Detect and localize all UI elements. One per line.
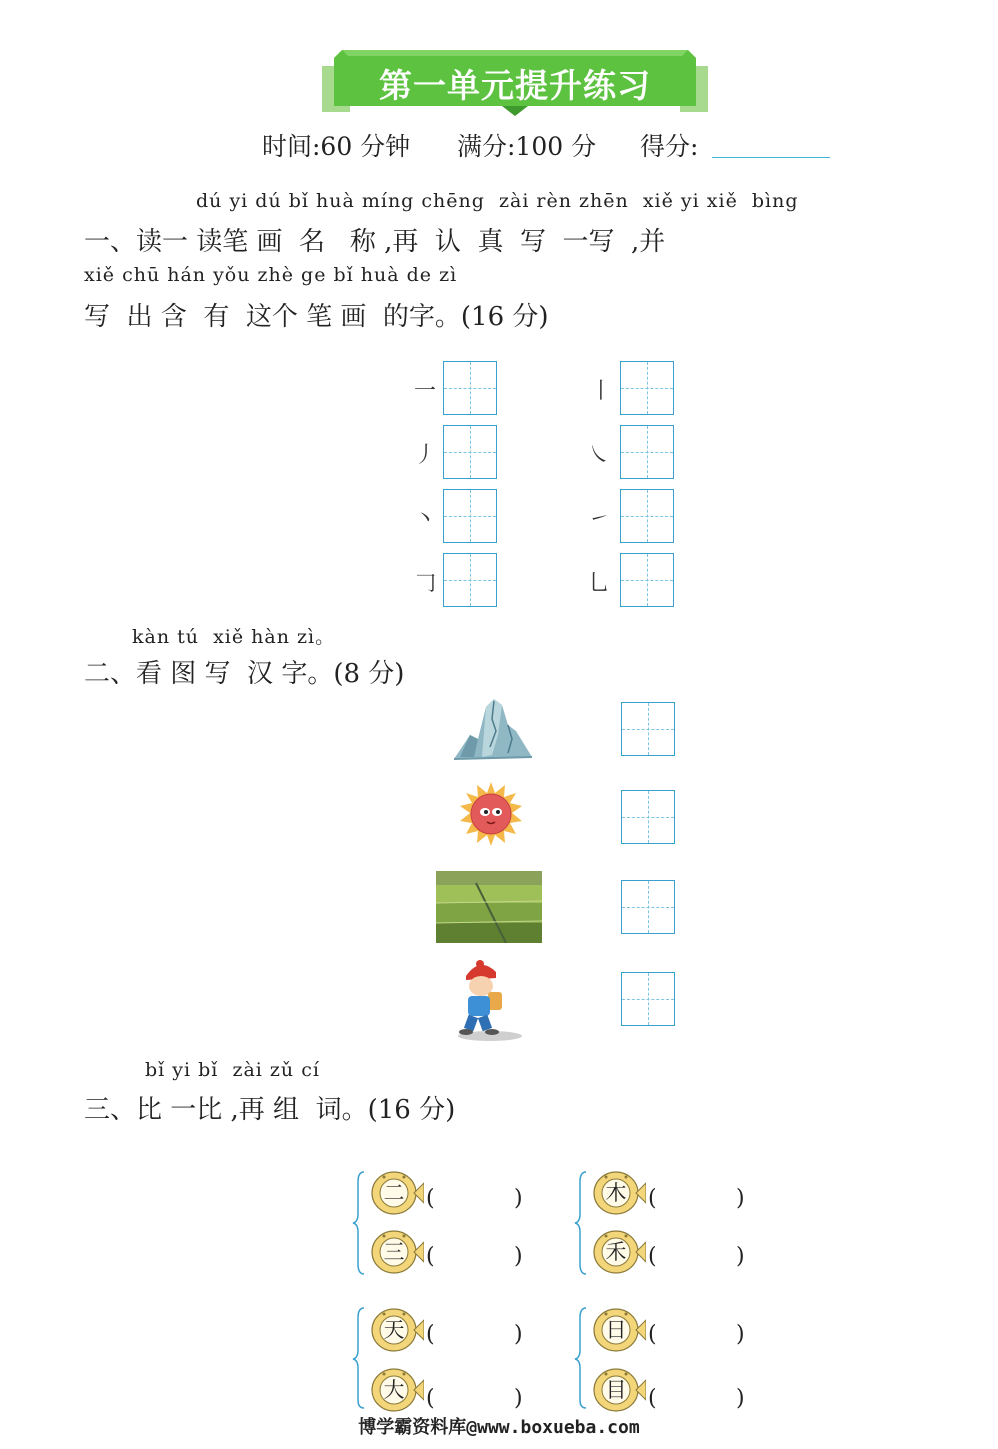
close-paren-2a: ) — [736, 1186, 745, 1211]
writing-box-right-1[interactable] — [620, 361, 674, 415]
close-paren-3a: ) — [514, 1322, 523, 1347]
open-paren-4b: ( — [648, 1386, 657, 1411]
stroke-left-1: 一 — [414, 379, 437, 404]
stroke-left-4: 𠃌 — [414, 571, 437, 596]
open-paren-2a: ( — [648, 1186, 657, 1211]
fish-char-2a — [586, 1167, 646, 1219]
open-paren-1a: ( — [426, 1186, 435, 1211]
close-paren-1a: ) — [514, 1186, 523, 1211]
open-paren-4a: ( — [648, 1322, 657, 1347]
writing-box-left-2[interactable] — [443, 425, 497, 479]
field-picture — [436, 871, 542, 943]
close-paren-1b: ) — [514, 1244, 523, 1269]
fish-char-3a-text: 天 — [383, 1318, 405, 1342]
writing-box-right-2[interactable] — [620, 425, 674, 479]
time-limit: 时间:60 分钟 — [262, 132, 411, 161]
writing-box-left-4[interactable] — [443, 553, 497, 607]
open-paren-1b: ( — [426, 1244, 435, 1269]
footer-watermark: 博学霸资料库@www.boxueba.com — [358, 1417, 640, 1438]
stroke-left-2: 丿 — [414, 443, 437, 468]
section1-heading-2: 写 出 含 有 这个 笔 画 的字。(16 分) — [84, 302, 549, 332]
stroke-right-1: 丨 — [590, 379, 613, 404]
close-paren-3b: ) — [514, 1386, 523, 1411]
fish-char-1a-text: 二 — [383, 1181, 405, 1205]
walking-child-picture — [452, 956, 526, 1042]
open-paren-3a: ( — [426, 1322, 435, 1347]
section2-pinyin: kàn tú xiě hàn zì。 — [132, 626, 336, 648]
picture-answer-box-4[interactable] — [621, 972, 675, 1026]
full-score: 满分:100 分 — [457, 132, 597, 161]
fish-char-2b — [586, 1226, 646, 1278]
fish-char-1a — [364, 1167, 424, 1219]
section1-heading-1: 一、读一 读笔 画 名 称 ,再 认 真 写 一写 ,并 — [84, 227, 666, 257]
close-paren-4a: ) — [736, 1322, 745, 1347]
fish-char-3b-text: 大 — [383, 1378, 405, 1402]
close-paren-4b: ) — [736, 1386, 745, 1411]
fish-char-4a-text: 日 — [605, 1318, 627, 1342]
open-paren-2b: ( — [648, 1244, 657, 1269]
fish-char-3b — [364, 1364, 424, 1416]
score-label: 得分: — [640, 132, 699, 161]
fish-char-1b — [364, 1226, 424, 1278]
picture-answer-box-1[interactable] — [621, 702, 675, 756]
picture-answer-box-2[interactable] — [621, 790, 675, 844]
fish-char-1b-text: 三 — [383, 1240, 405, 1264]
score-blank[interactable] — [712, 157, 830, 158]
stroke-left-3: 丶 — [414, 507, 437, 532]
fish-char-2b-text: 禾 — [605, 1240, 627, 1264]
fish-char-4a — [586, 1304, 646, 1356]
sun-picture — [458, 781, 524, 847]
writing-box-left-3[interactable] — [443, 489, 497, 543]
fish-char-3a — [364, 1304, 424, 1356]
mountain-picture — [452, 695, 534, 763]
writing-box-right-4[interactable] — [620, 553, 674, 607]
fish-char-4b-text: 目 — [605, 1378, 627, 1402]
section1-pinyin-1: dú yi dú bǐ huà míng chēng zài rèn zhēn xiě yi xiě bìng — [196, 190, 799, 212]
section3-pinyin: bǐ yi bǐ zài zǔ cí — [145, 1059, 320, 1081]
fish-char-4b — [586, 1364, 646, 1416]
section2-heading: 二、看 图 写 汉 字。(8 分) — [84, 659, 405, 689]
open-paren-3b: ( — [426, 1386, 435, 1411]
picture-answer-box-3[interactable] — [621, 880, 675, 934]
stroke-right-2: ㇏ — [588, 443, 611, 468]
writing-box-right-3[interactable] — [620, 489, 674, 543]
writing-box-left-1[interactable] — [443, 361, 497, 415]
section1-pinyin-2: xiě chū hán yǒu zhè ge bǐ huà de zì — [84, 264, 458, 286]
title-banner — [322, 44, 708, 116]
page-title: 第一单元提升练习 — [379, 66, 651, 105]
stroke-right-3: ㇀ — [588, 507, 611, 532]
section3-heading: 三、比 一比 ,再 组 词。(16 分) — [84, 1095, 456, 1125]
fish-char-2a-text: 木 — [605, 1181, 627, 1205]
close-paren-2b: ) — [736, 1244, 745, 1269]
stroke-right-4: 乚 — [588, 571, 611, 596]
